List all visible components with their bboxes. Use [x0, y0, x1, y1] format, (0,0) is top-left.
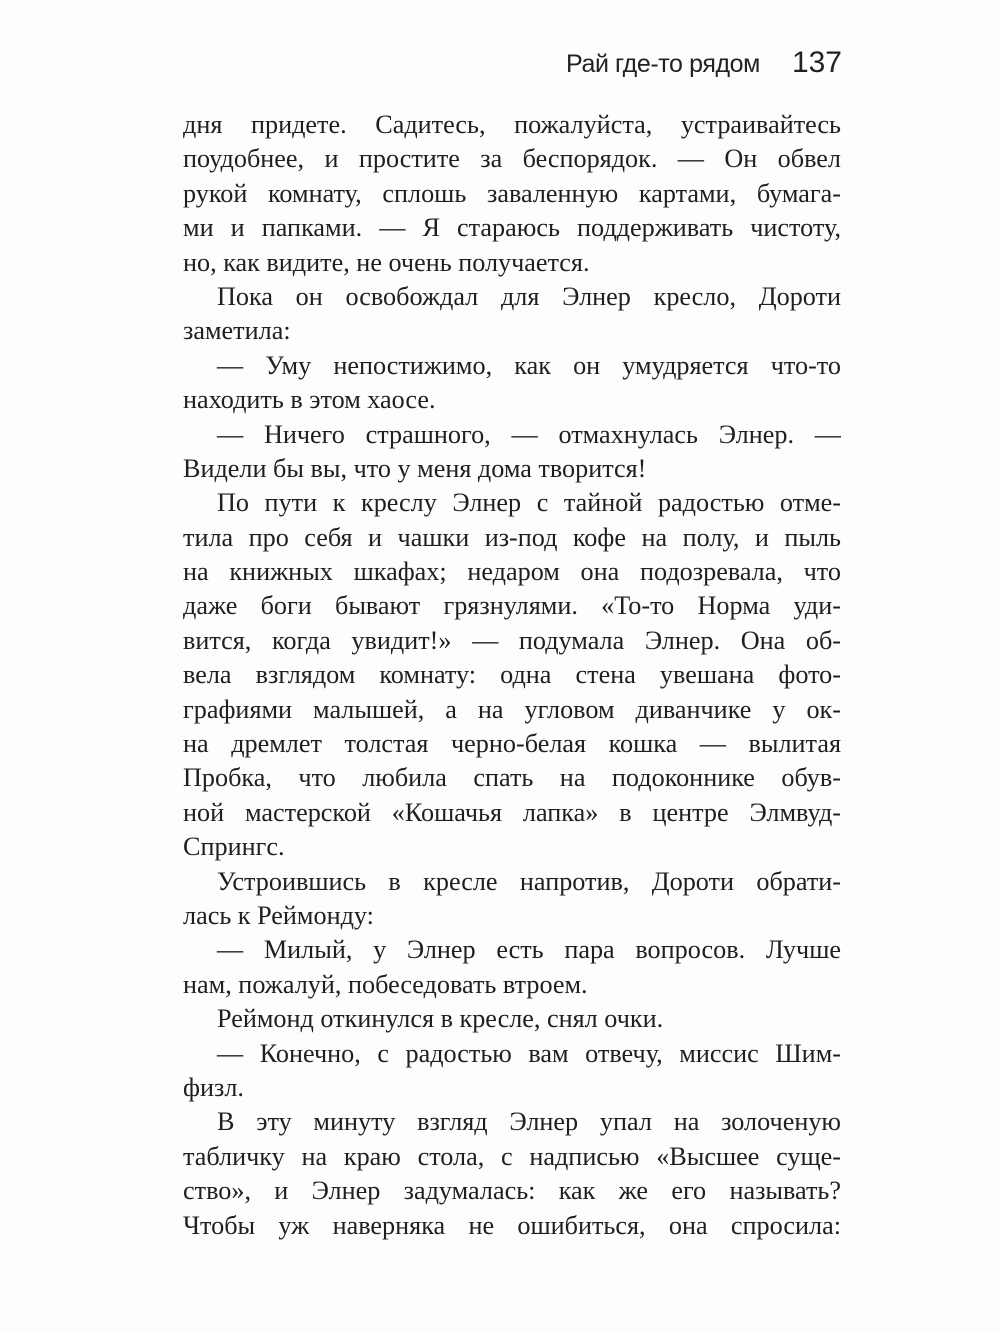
text-line: нам, пожалуй, побеседовать втроем.	[183, 969, 588, 999]
text-line: заметила:	[183, 316, 291, 346]
paragraph	[183, 418, 841, 487]
text-line: лась к Реймонду:	[183, 900, 374, 930]
text-line: Чтобы уж наверняка не ошибиться, она спросила:	[183, 1210, 841, 1240]
text-line: Реймонд откинулся в кресле, снял очки.	[217, 1004, 664, 1034]
page-number: 137	[791, 46, 842, 79]
text-line: табличку на краю стола, с надписью «Высшее суще-	[183, 1141, 841, 1171]
text-line: вится, когда увидит!» — подумала Элнер. Она об-	[183, 625, 841, 655]
paragraph	[183, 108, 841, 280]
text-line: Пробка, что любила спать на подоконнике обув-	[183, 763, 841, 793]
text-line: графиями малышей, а на угловом диванчике у ок-	[183, 694, 841, 724]
text-line: вела взглядом комнату: одна стена увешана фото-	[183, 660, 841, 690]
text-line: Пока он освобождал для Элнер кресло, Дороти	[217, 281, 841, 311]
text-line: поудобнее, и простите за беспорядок. — Он обвел	[183, 144, 841, 174]
text-line: на дремлет толстая черно-белая кошка — вылитая	[183, 729, 841, 759]
text-line: тила про себя и чашки из-под кофе на полу, и пыль	[183, 522, 841, 552]
text-line: ми и папками. — Я стараюсь поддерживать чистоту,	[183, 213, 841, 243]
text-line: рукой комнату, сплошь заваленную картами, бумага-	[183, 178, 841, 208]
paragraph	[183, 865, 841, 934]
text-line: В эту минуту взгляд Элнер упал на золоченую	[217, 1107, 841, 1137]
text-line: даже боги бывают грязнулями. «То-то Норма уди-	[183, 591, 841, 621]
text-line: ной мастерской «Кошачья лапка» в центре Элмвуд-	[183, 797, 841, 827]
paragraph	[183, 1002, 841, 1036]
text-line: физл.	[183, 1072, 244, 1102]
text-line: ство», и Элнер задумалась: как же его называть?	[183, 1176, 841, 1206]
text-line: Устроившись в кресле напротив, Дороти обрати-	[217, 866, 841, 896]
paragraph	[183, 349, 841, 418]
paragraph	[183, 486, 841, 864]
text-line: Спрингс.	[183, 832, 285, 862]
paragraph	[183, 1105, 841, 1243]
text-line: Видели бы вы, что у меня дома творится!	[183, 453, 647, 483]
paragraph	[183, 933, 841, 1002]
text-line: — Милый, у Элнер есть пара вопросов. Лучше	[217, 935, 841, 965]
text-body	[183, 108, 841, 1243]
text-line: на книжных шкафах; недаром она подозревала, что	[183, 557, 841, 587]
running-title: Рай где-то рядом	[566, 50, 760, 78]
text-line: дня придете. Садитесь, пожалуйста, устраивайтесь	[183, 110, 841, 139]
text-line: но, как видите, не очень получается.	[183, 247, 590, 277]
text-line: — Уму непостижимо, как он умудряется что-то	[217, 350, 841, 380]
running-head	[560, 44, 842, 90]
text-line: По пути к креслу Элнер с тайной радостью отме-	[217, 488, 841, 518]
text-line: — Конечно, с радостью вам отвечу, миссис Шим-	[217, 1038, 841, 1068]
paragraph	[183, 280, 841, 349]
paragraph	[183, 1037, 841, 1106]
text-line: находить в этом хаосе.	[183, 385, 436, 415]
text-line: — Ничего страшного, — отмахнулась Элнер. —	[217, 419, 841, 449]
